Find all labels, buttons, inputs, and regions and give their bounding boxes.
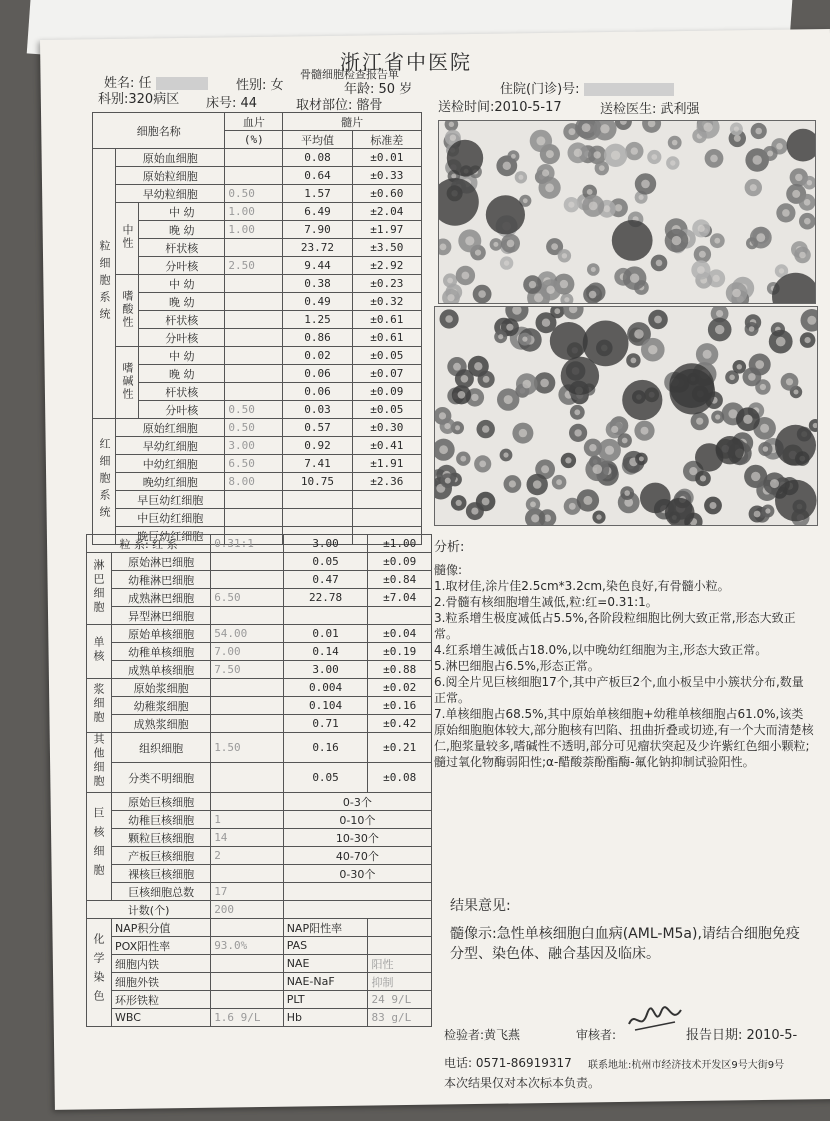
sd-value: ±0.09 [368, 553, 432, 571]
mean-value: 0.92 [283, 437, 352, 455]
blood-value [211, 679, 284, 697]
blood-value [225, 347, 283, 365]
table-row [87, 763, 432, 793]
blood-value: 2.50 [225, 257, 283, 275]
cell-name: 组织细胞 [112, 733, 211, 763]
sd-value: ±0.61 [352, 329, 421, 347]
analysis-line: 4.红系增生减低占18.0%,以中晚幼红细胞为主,形态大致正常。 [434, 643, 768, 657]
cell-name: 晚巨幼红细胞 [116, 527, 225, 545]
chem-value [211, 973, 284, 991]
chem-row: 化学染色 NAP积分值 NAP阳性率 [87, 919, 432, 937]
blood-value [211, 607, 284, 625]
chem-value [211, 919, 284, 937]
mean-value: 6.49 [283, 203, 352, 221]
doctor-field: 送检医生: 武利强 [600, 102, 700, 117]
blood-value: 0.50 [225, 419, 283, 437]
ref-range: 10-30个 [283, 829, 431, 847]
blood-value [211, 715, 284, 733]
mean-value: 3.00 [283, 661, 368, 679]
table-row [87, 589, 432, 607]
chem-value: 83 g/L [368, 1009, 432, 1027]
count-value [211, 793, 284, 811]
micrograph-top-image [439, 121, 815, 303]
mean-value: 0.49 [283, 293, 352, 311]
table-header-row: (%) 平均值 标准差 [93, 131, 422, 149]
analysis-title: 分析: [434, 540, 465, 555]
mean-value [283, 509, 352, 527]
chem-name: 环形铁粒 [112, 991, 211, 1009]
chem-value: 24 9/L [368, 991, 432, 1009]
table-row [87, 571, 432, 589]
ref-range [283, 883, 431, 901]
age-field: 年龄: 50 岁 [344, 82, 413, 97]
mean-value: 0.71 [283, 715, 368, 733]
chem-value [211, 991, 284, 1009]
report-title: 骨髓细胞检查报告单 [300, 68, 399, 81]
table-row [93, 311, 422, 329]
chem-row [87, 973, 432, 991]
cell-name: 晚 幼 [139, 221, 225, 239]
table-row [93, 293, 422, 311]
redacted-block [584, 83, 674, 96]
mean-value: 1.25 [283, 311, 352, 329]
mean-value [283, 491, 352, 509]
cell-name: 早巨幼红细胞 [116, 491, 225, 509]
mean-value: 1.57 [283, 185, 352, 203]
blood-value [211, 697, 284, 715]
ref-range: 40-70个 [283, 847, 431, 865]
blood-value [225, 311, 283, 329]
table-row [87, 607, 432, 625]
cell-name: 产板巨核细胞 [112, 847, 211, 865]
cell-name: 原始淋巴细胞 [112, 553, 211, 571]
chem-value: 抑制 [368, 973, 432, 991]
micrograph-bottom-image [435, 307, 817, 525]
sd-value [368, 607, 432, 625]
table-row: 单核 原始单核细胞 54.00 0.01 ±0.04 [87, 625, 432, 643]
table-row [93, 473, 422, 491]
mean-value: 0.38 [283, 275, 352, 293]
mean-value: 0.14 [283, 643, 368, 661]
send-date-field: 送检时间:2010-5-17 [438, 100, 562, 115]
table-row [93, 401, 422, 419]
cell-name: 巨核细胞总数 [112, 883, 211, 901]
blood-value: 0.50 [225, 401, 283, 419]
analysis-line: 3.粒系增生极度减低占5.5%,各阶段粒细胞比例大致正常,形态大致正常。 [434, 611, 796, 641]
mean-value: 9.44 [283, 257, 352, 275]
mean-value: 0.03 [283, 401, 352, 419]
table-row [93, 509, 422, 527]
cell-name: 中 幼 [139, 275, 225, 293]
count-value: 17 [211, 883, 284, 901]
count-value: 1 [211, 811, 284, 829]
ref-range: 0-3个 [283, 793, 431, 811]
blood-value: 3.00 [225, 437, 283, 455]
count-row: 计数(个) 200 [87, 901, 432, 919]
mean-value: 0.86 [283, 329, 352, 347]
sd-value: ±0.61 [352, 311, 421, 329]
sd-value: ±0.16 [368, 697, 432, 715]
table-row [87, 697, 432, 715]
table-row: 嗜酸性 中 幼 0.38 ±0.23 [93, 275, 422, 293]
sd-value: ±0.09 [352, 383, 421, 401]
cell-name: 原始单核细胞 [112, 625, 211, 643]
hospital-name: 浙江省中医院 [340, 50, 472, 74]
mean-value: 0.01 [283, 625, 368, 643]
chem-row [87, 991, 432, 1009]
bed-field: 床号: 44 [206, 96, 258, 111]
sd-value: ±0.07 [352, 365, 421, 383]
blood-value [225, 275, 283, 293]
analysis-line: 5.淋巴细胞占6.5%,形态正常。 [434, 659, 600, 673]
cell-name: 中 幼 [139, 347, 225, 365]
sd-value: ±0.05 [352, 347, 421, 365]
mean-value: 0.16 [283, 733, 368, 763]
sd-value: ±1.97 [352, 221, 421, 239]
table-row [93, 437, 422, 455]
sd-value: ±2.04 [352, 203, 421, 221]
cell-name: 成熟浆细胞 [112, 715, 211, 733]
mega-row [87, 883, 432, 901]
blood-value [211, 763, 284, 793]
micrograph-top [438, 120, 816, 304]
marrow-table-lower [86, 534, 432, 1027]
sd-value: ±0.08 [368, 762, 432, 792]
cell-name: 原始粒细胞 [116, 167, 225, 185]
ratio-row: 粒 系: 红 系 0.31:1 3.00 ±1.00 [87, 535, 432, 553]
mega-row [87, 847, 432, 865]
table-header-row: 细胞名称 血片 髓片 [93, 113, 422, 131]
blood-value: 7.50 [211, 661, 284, 679]
chem-name: POX阳性率 [112, 937, 211, 955]
mean-value: 10.75 [283, 473, 352, 491]
blood-value [225, 491, 283, 509]
chem-value: 阳性 [368, 955, 432, 973]
blood-value: 1.00 [225, 203, 283, 221]
blood-value [225, 509, 283, 527]
chem-name: 细胞外铁 [112, 973, 211, 991]
result-title: 结果意见: [450, 898, 511, 914]
cell-name: 杆状核 [139, 239, 225, 257]
analysis-line: 6.阅全片见巨核细胞17个,其中产板巨2个,血小板呈中小簇状分布,数量正常。 [434, 675, 804, 705]
sd-value: ±2.92 [352, 257, 421, 275]
cell-name: 原始血细胞 [116, 149, 225, 167]
marrow-table-upper [92, 112, 422, 545]
cell-name: 中巨幼红细胞 [116, 509, 225, 527]
table-row [87, 715, 432, 733]
cell-name: 杆状核 [139, 383, 225, 401]
cell-name: 颗粒巨核细胞 [112, 829, 211, 847]
chem-name: WBC [112, 1009, 211, 1027]
mean-value: 0.05 [283, 553, 368, 571]
analysis-section [434, 540, 814, 770]
table-row [87, 661, 432, 679]
analysis-line: 2.骨髓有核细胞增生减低,粒:红=0.31:1。 [434, 595, 658, 609]
chem-value [368, 919, 432, 937]
name-field: 姓名: 任 [104, 72, 208, 91]
blood-value: 8.00 [225, 473, 283, 491]
footnote: 本次结果仅对本次标本负责。 [444, 1076, 601, 1090]
ref-range: 0-30个 [283, 865, 431, 883]
chem-name: Hb [283, 1009, 368, 1027]
chem-name: PAS [283, 937, 368, 955]
analysis-line: 7.单核细胞占68.5%,其中原始单核细胞+幼稚单核细胞占61.0%,该类原始细胞胞体较大,部分胞核有凹陷、扭曲折叠或切迹,有一个大而清楚核仁,胞浆量较多,嗜碱性不透明,部分可见瘤状突起及少许紫红色细小颗粒;髓过氧化物酶弱阳性;α-醋酸萘酚酯酶-氟化钠抑制试验阳性。 [434, 707, 814, 769]
table-row [93, 185, 422, 203]
sd-value: ±0.88 [368, 661, 432, 679]
blood-value [225, 383, 283, 401]
mean-value [283, 607, 368, 625]
lower-rows [87, 535, 432, 1027]
mean-value: 0.06 [283, 365, 352, 383]
analysis-line: 髓像: [434, 563, 463, 577]
cell-name: 原始红细胞 [116, 419, 225, 437]
table-row: 红细胞系统 原始红细胞 0.50 0.57 ±0.30 [93, 419, 422, 437]
mean-value: 0.02 [283, 347, 352, 365]
blood-value [225, 149, 283, 167]
sd-value: ±0.84 [368, 571, 432, 589]
table-row [93, 491, 422, 509]
cell-name: 幼稚浆细胞 [112, 697, 211, 715]
blood-value: 6.50 [225, 455, 283, 473]
cell-name: 早幼红细胞 [116, 437, 225, 455]
table-row [93, 383, 422, 401]
chem-name: NAE-NaF [283, 973, 368, 991]
blood-value [211, 571, 284, 589]
blood-value: 6.50 [211, 589, 284, 607]
sd-value: ±0.60 [352, 185, 421, 203]
chem-value [368, 937, 432, 955]
blood-value: 0.50 [225, 185, 283, 203]
sd-value: ±0.30 [352, 419, 421, 437]
mean-value: 22.78 [283, 589, 368, 607]
result-text: 髓像示:急性单核细胞白血病(AML-M5a),请结合细胞免疫分型、染色体、融合基因及临床。 [450, 926, 800, 962]
chem-name: 细胞内铁 [112, 955, 211, 973]
sd-value: ±0.02 [368, 679, 432, 697]
micrograph-bottom [434, 306, 818, 526]
blood-value: 7.00 [211, 643, 284, 661]
cell-name: 分类不明细胞 [112, 763, 211, 793]
blood-value [225, 293, 283, 311]
sd-value: ±0.04 [368, 625, 432, 643]
table-row [93, 455, 422, 473]
mean-value: 0.004 [283, 679, 368, 697]
table-row [93, 365, 422, 383]
chem-value [211, 955, 284, 973]
table-row: 浆细胞 原始浆细胞 0.004 ±0.02 [87, 679, 432, 697]
dept-field: 科别:320病区 [98, 92, 180, 107]
blood-value: 1.50 [211, 733, 284, 763]
chem-value: 93.0% [211, 937, 284, 955]
table-row: 其他细胞 组织细胞 1.50 0.16 ±0.21 [87, 733, 432, 763]
cell-name: 中 幼 [139, 203, 225, 221]
cell-name: 晚 幼 [139, 293, 225, 311]
sd-value: ±0.21 [368, 733, 432, 763]
mean-value: 7.41 [283, 455, 352, 473]
mega-row [87, 829, 432, 847]
table-row [93, 167, 422, 185]
report-sheet [40, 29, 830, 1110]
cell-name: 分叶核 [139, 329, 225, 347]
cell-name: 原始浆细胞 [112, 679, 211, 697]
cell-name: 原始巨核细胞 [112, 793, 211, 811]
cell-name: 幼稚淋巴细胞 [112, 571, 211, 589]
cell-name: 杆状核 [139, 311, 225, 329]
sd-value: ±0.05 [352, 401, 421, 419]
table-row: 中性 中 幼 1.00 6.49 ±2.04 [93, 203, 422, 221]
cell-name: 分叶核 [139, 401, 225, 419]
mean-value: 0.05 [283, 762, 368, 792]
blood-value [211, 553, 284, 571]
table-row [87, 643, 432, 661]
sd-value: ±0.23 [352, 275, 421, 293]
cell-name: 幼稚巨核细胞 [112, 811, 211, 829]
sex-field: 性别: 女 [236, 78, 284, 93]
ref-range: 0-10个 [283, 811, 431, 829]
address: 联系地址:杭州市经济技术开发区9号大街9号 [588, 1060, 785, 1071]
blood-value [225, 329, 283, 347]
granulocyte-rows [93, 149, 422, 419]
chem-value: 1.6 9/L [211, 1009, 284, 1027]
table-row [93, 329, 422, 347]
mega-row: 巨核细胞 原始巨核细胞 0-3个 [87, 793, 432, 811]
table-row [93, 221, 422, 239]
blood-value [225, 365, 283, 383]
cell-name: 幼稚单核细胞 [112, 643, 211, 661]
mean-value: 7.90 [283, 221, 352, 239]
mean-value: 0.104 [283, 697, 368, 715]
sd-value [352, 491, 421, 509]
chem-name: NAP阳性率 [283, 919, 368, 937]
cell-name: 早幼粒细胞 [116, 185, 225, 203]
mean-value: 0.57 [283, 419, 352, 437]
sd-value: ±0.41 [352, 437, 421, 455]
count-value: 2 [211, 847, 284, 865]
cell-name: 成熟淋巴细胞 [112, 589, 211, 607]
blood-value [225, 167, 283, 185]
chem-row [87, 955, 432, 973]
analysis-line: 1.取材佳,涂片佳2.5cm*3.2cm,染色良好,有骨髓小粒。 [434, 579, 730, 593]
sd-value: ±2.36 [352, 473, 421, 491]
mean-value: 0.64 [283, 167, 352, 185]
sd-value: ±3.50 [352, 239, 421, 257]
mega-row [87, 865, 432, 883]
mega-row [87, 811, 432, 829]
mean-value: 0.06 [283, 383, 352, 401]
mean-value: 0.08 [283, 149, 352, 167]
cell-name: 中幼红细胞 [116, 455, 225, 473]
chem-name: NAE [283, 955, 368, 973]
count-value [211, 865, 284, 883]
sd-value: ±0.33 [352, 167, 421, 185]
table-row [93, 239, 422, 257]
sd-value: ±7.04 [368, 589, 432, 607]
sd-value: ±0.42 [368, 715, 432, 733]
sd-value [352, 509, 421, 527]
cell-name: 分叶核 [139, 257, 225, 275]
report-date: 报告日期: 2010-5- [686, 1028, 798, 1043]
blood-value: 54.00 [211, 625, 284, 643]
sd-value: ±0.01 [352, 149, 421, 167]
inpatient-field: 住院(门诊)号: [500, 78, 674, 97]
reviewer-signature [625, 1002, 685, 1036]
count-value: 14 [211, 829, 284, 847]
blood-value [225, 239, 283, 257]
cell-name: 晚幼红细胞 [116, 473, 225, 491]
mean-value: 0.47 [283, 571, 368, 589]
table-row [93, 257, 422, 275]
chem-name: NAP积分值 [112, 919, 211, 937]
cell-name: 裸核巨核细胞 [112, 865, 211, 883]
sd-value: ±0.19 [368, 643, 432, 661]
reviewer-label: 审核者: [576, 1028, 617, 1042]
cell-name: 异型淋巴细胞 [112, 607, 211, 625]
chem-row [87, 1009, 432, 1027]
erythro-rows [93, 419, 422, 545]
table-row: 嗜碱性 中 幼 0.02 ±0.05 [93, 347, 422, 365]
cell-name: 成熟单核细胞 [112, 661, 211, 679]
sd-value: ±1.91 [352, 455, 421, 473]
phone: 电话: 0571-86919317 [444, 1056, 572, 1070]
mean-value: 23.72 [283, 239, 352, 257]
result-section [450, 896, 810, 964]
table-row: 粒细胞系统 原始血细胞 0.08 ±0.01 [93, 149, 422, 167]
sd-value: ±0.32 [352, 293, 421, 311]
chem-name: PLT [283, 991, 368, 1009]
cell-name: 晚 幼 [139, 365, 225, 383]
site-field: 取材部位: 髂骨 [296, 98, 383, 113]
table-row: 淋巴细胞 原始淋巴细胞 0.05 ±0.09 [87, 553, 432, 571]
chem-row [87, 937, 432, 955]
blood-value: 1.00 [225, 221, 283, 239]
inspector: 检验者:黄飞燕 [444, 1028, 521, 1042]
